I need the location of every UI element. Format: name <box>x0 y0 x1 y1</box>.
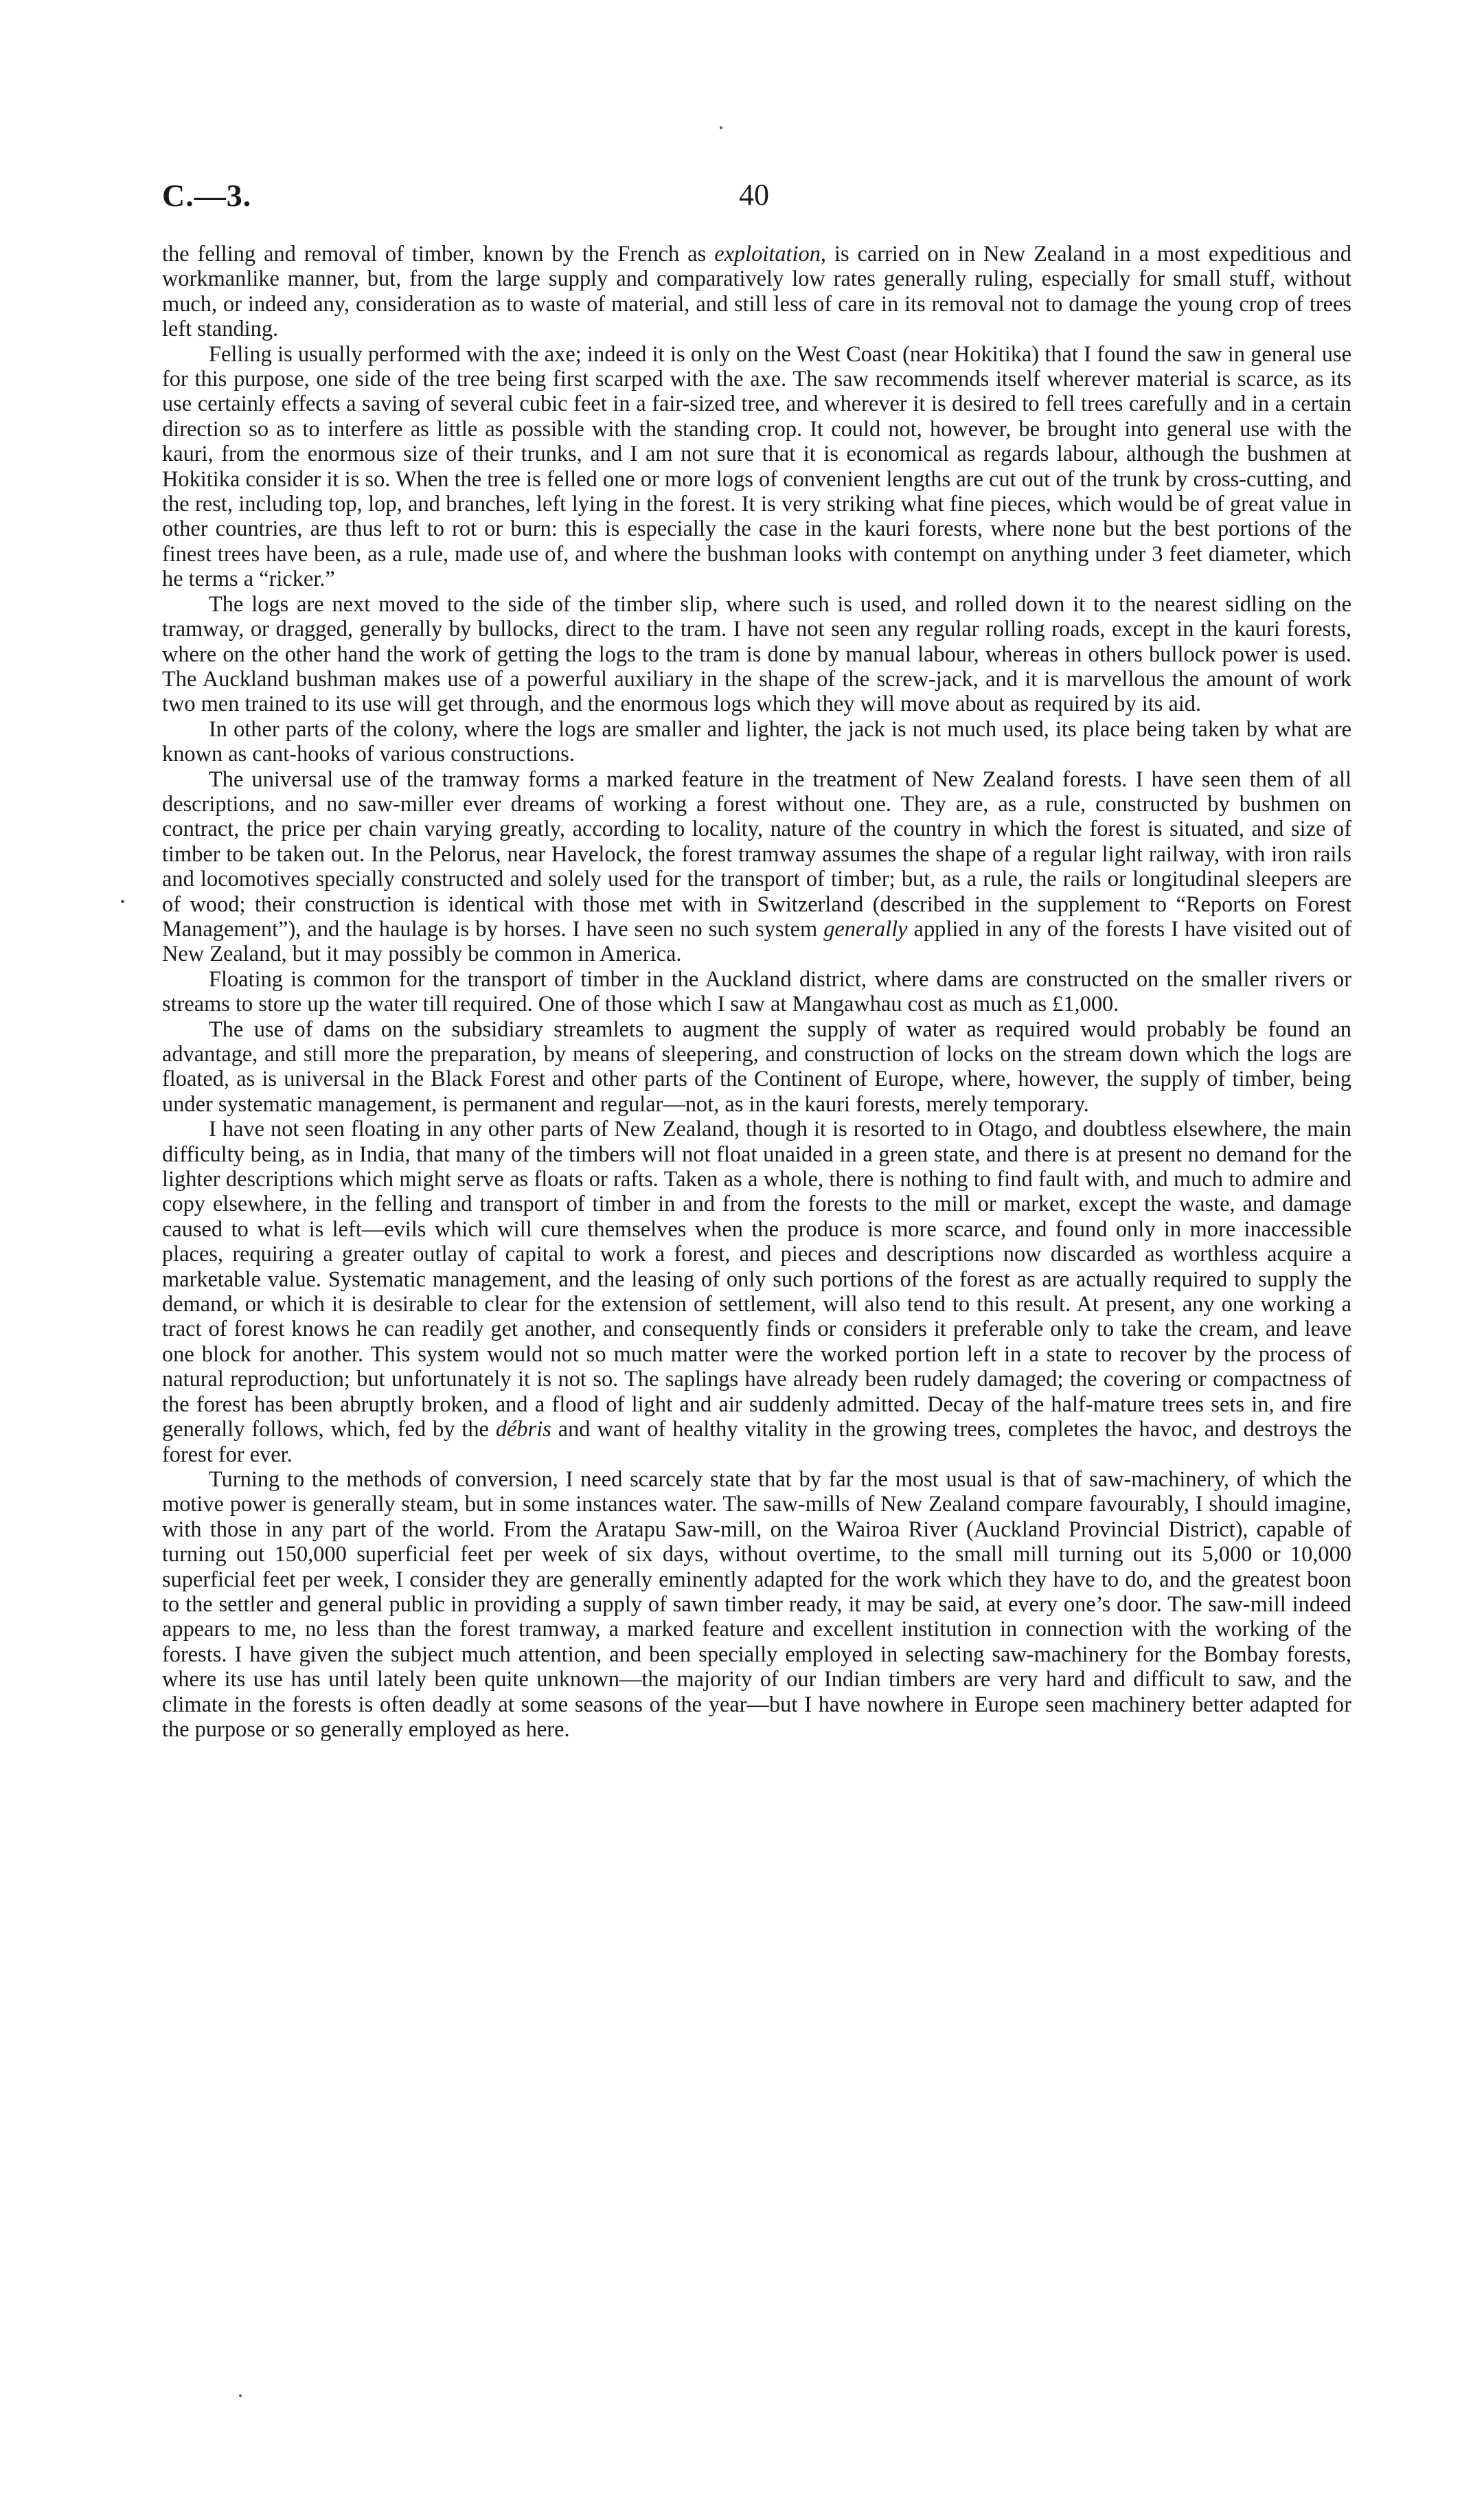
italic-term: débris <box>495 1417 551 1442</box>
paragraph: I have not seen floating in any other parts of New Zealand, though it is resorted to in Otago, and doubtless elsewhere, the main difficulty being, as in India, that many of the timbers will not float unaided in a green state, and there is at present no demand for the lighter descriptions which might serve as floats or rafts. Taken as a whole, there is nothing to find fault with, and much to admire and copy elsewhere, in the felling and transport of timber in and from the forests to the mill or market, except the waste, and damage caused to what is left—evils which will cure themselves when the produce is more scarce, and found only in more inaccessible places, requiring a greater outlay of capital to work a forest, and pieces and descriptions now discarded as worthless acquire a marketable value. Systematic management, and the leasing of only such portions of the forest as are actually required to supply the demand, or which it is desirable to clear for the extension of settlement, will also tend to this result. At present, any one working a tract of forest knows he can readily get another, and consequently finds or considers it preferable only to take the cream, and leave one block for another. This system would not so much matter were the worked portion left in a state to recover by the process of natural reproduction; but unfortunately it is not so. The saplings have already been rudely damaged; the covering or compactness of the forest has been abruptly broken, and a flood of light and air suddenly admitted. Decay of the half-mature trees sets in, and fire generally follows, which, fed by the débris and want of healthy vitality in the growing trees, completes the havoc, and destroys the forest for ever. <box>162 1117 1351 1467</box>
page-number: 40 <box>739 178 769 212</box>
paragraph: The use of dams on the subsidiary streamlets to augment the supply of water as required would probably be found an advantage, and still more the preparation, by means of sleepering, and construction of locks on the stream down which the logs are floated, as is universal in the Black Forest and other parts of the Continent of Europe, where, however, the supply of timber, being under systematic management, is permanent and regular—not, as in the kauri forests, merely temporary. <box>162 1017 1351 1117</box>
italic-term: exploitation <box>714 242 821 266</box>
page-header <box>162 177 1322 225</box>
paragraph: the felling and removal of timber, known by the French as exploitation, is carried on in New Zealand in a most expeditious and workmanlike manner, but, from the large supply and comparatively low rates generally ruling, especially for small stuff, without much, or indeed any, consideration as to waste of material, and still less of care in its removal not to damage the young crop of trees left standing. <box>162 242 1352 342</box>
paragraph: Felling is usually performed with the axe; indeed it is only on the West Coast (near Hokitika) that I found the saw in general use for this purpose, one side of the tree being first scarped with the axe. The saw recommends itself wherever material is scarce, as its use certainly effects a saving of several cubic feet in a fair-sized tree, and wherever it is desired to fell trees carefully and in a certain direction so as to interfere as little as possible with the standing crop. It could not, however, be brought into general use with the kauri, from the enormous size of their trunks, and I am not sure that it is economical as regards labour, although the bushmen at Hokitika consider it is so. When the tree is felled one or more logs of convenient lengths are cut out of the trunk by cross-cutting, and the rest, including top, lop, and branches, left lying in the forest. It is very striking what fine pieces, which would be of great value in other countries, are thus left to rot or burn: this is especially the case in the kauri forests, where none but the best portions of the finest trees have been, as a rule, made use of, and where the bushman looks with contempt on anything under 3 feet diameter, which he terms a “ricker.” <box>162 341 1351 592</box>
scan-speck <box>239 2394 242 2397</box>
paragraph: In other parts of the colony, where the logs are smaller and lighter, the jack is not much used, its place being taken by what are known as cant-hooks of various constructions. <box>162 716 1351 767</box>
body-text <box>162 242 1351 1742</box>
paragraph: The universal use of the tramway forms a marked feature in the treatment of New Zealand forests. I have seen them of all descriptions, and no saw-miller ever dreams of working a forest without one. They are, as a rule, constructed by bushmen on contract, the price per chain varying greatly, according to locality, nature of the country in which the forest is situated, and size of timber to be taken out. In the Pelorus, near Havelock, the forest tramway assumes the shape of a regular light railway, with iron rails and locomotives specially constructed and solely used for the transport of timber; but, as a rule, the rails or longitudinal sleepers are of wood; their construction is identical with those met with in Switzerland (described in the supplement to “Reports on Forest Management”), and the haulage is by horses. I have seen no such system generally applied in any of the forests I have visited out of New Zealand, but it may possibly be common in America. <box>162 767 1352 967</box>
scan-speck <box>720 126 722 129</box>
paragraph: Floating is common for the transport of timber in the Auckland district, where dams are constructed on the smaller rivers or streams to store up the water till required. One of those which I saw at Mangawhau cost as much as £1,000. <box>162 966 1351 1017</box>
paragraph: Turning to the methods of conversion, I need scarcely state that by far the most usual is that of saw-machinery, of which the motive power is generally steam, but in some instances water. The saw-mills of New Zealand compare favourably, I should imagine, with those in any part of the world. From the Aratapu Saw-mill, on the Wairoa River (Auckland Provincial District), capable of turning out 150,000 superficial feet per week of six days, without overtime, to the small mill turning out its 5,000 or 10,000 superficial feet per week, I consider they are generally eminently adapted for the work which they have to do, and the greatest boon to the settler and general public in providing a supply of sawn timber ready, it may be said, at every one’s door. The saw-mill indeed appears to me, no less than the forest tramway, a marked feature and excellent institution in connection with the working of the forests. I have given the subject much attention, and been specially employed in selecting saw-machinery for the Bombay forests, where its use has until lately been quite unknown—the majority of our Indian timbers are very hard and difficult to saw, and the climate in the forests is often deadly at some seasons of the year—but I have nowhere in Europe seen machinery better adapted for the purpose or so generally employed as here. <box>162 1466 1351 1742</box>
document-id: C.—3. <box>162 178 252 213</box>
scan-speck <box>121 900 124 903</box>
paragraph: The logs are next moved to the side of the timber slip, where such is used, and rolled down it to the nearest sidling on the tramway, or dragged, generally by bullocks, direct to the tram. I have not seen any regular rolling roads, except in the kauri forests, where on the other hand the work of getting the logs to the tram is done by manual labour, whereas in others bullock power is used. The Auckland bushman makes use of a powerful auxiliary in the shape of the screw-jack, and it is marvellous the amount of work two men trained to its use will get through, and the enormous logs which they will move about as required by its aid. <box>162 591 1351 717</box>
italic-term: generally <box>823 916 908 942</box>
